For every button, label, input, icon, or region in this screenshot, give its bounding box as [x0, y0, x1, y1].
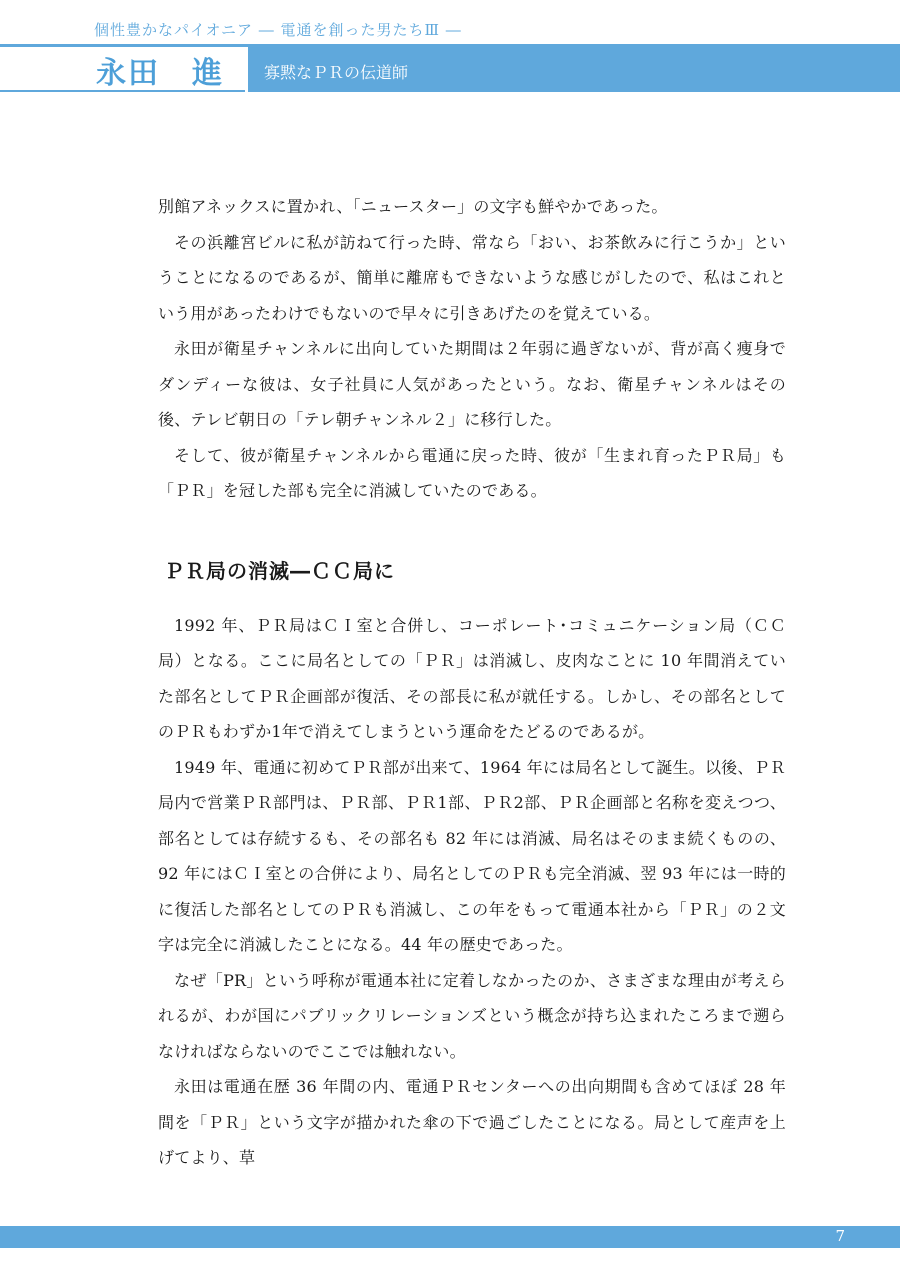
paragraph: なぜ「PR」という呼称が電通本社に定着しなかったのか、さまざまな理由が考えられるが、わが国にパブリックリレーションズという概念が持ち込まれたころまで遡らなければならないのでここでは触れない。 — [158, 970, 786, 1061]
paragraph: その浜離宮ビルに私が訪ねて行った時、常なら「おい、お茶飲みに行こうか」ということになるのであるが、簡単に離席もできないような感じがしたので、私はこれという用があったわけでもないので早々に引きあげたのを覚えている。 — [158, 232, 786, 323]
footer-band — [0, 1226, 900, 1248]
section-heading: ＰＲ局の消滅―ＣＣ局に — [164, 558, 395, 583]
paragraph: 永田は電通在歴 36 年間の内、電通ＰＲセンターへの出向期間も含めてほぼ 28 年間を「ＰＲ」という文字が描かれた傘の下で過ごしたことになる。局として産声を上げてより、草 — [158, 1077, 786, 1167]
paragraph: 1949 年、電通に初めてＰＲ部が出来て、1964 年には局名として誕生。以後、ＰＲ局内で営業ＰＲ部門は、ＰＲ部、ＰＲ1部、ＰＲ2部、ＰＲ企画部と名称を変えつつ、部名としては存続するも、その部名も 82 年には消滅、局名はそのまま続くものの、92 年にはＣＩ室との合併により、局名としてのＰＲも完全消滅、翌 93 年には一時的に復活した部名としてのＰＲも消滅し、この年をもって電通本社から「ＰＲ」の２文字は完全に消滅したことになる。44 年の歴史であった。 — [158, 757, 786, 954]
paragraph: 別館アネックスに置かれ、「ニュースター」の文字も鮮やかであった。 — [158, 197, 668, 216]
paragraph: 永田が衛星チャンネルに出向していた期間は２年弱に過ぎないが、背が高く痩身でダンディーな彼は、女子社員に人気があったという。なお、衛星チャンネルはその後、テレビ朝日の「テレ朝チャンネル２」に移行した。 — [158, 339, 786, 429]
page-number: 7 — [835, 1227, 845, 1245]
article-body — [158, 189, 786, 1176]
article-subtitle: 寡黙なＰＲの伝道師 — [264, 63, 409, 82]
paragraph: 1992 年、ＰＲ局はＣＩ室と合併し、コーポレート･コミュニケーション局（ＣＣ局）となる。ここに局名としての「ＰＲ」は消滅し、皮肉なことに 10 年間消えていた部名としてＰＲ企画部が復活、その部長に私が就任する。しかし、その部名としてのＰＲもわずか1年で消えてしまうという運命をたどるのであるが。 — [158, 615, 786, 741]
header-band — [248, 47, 900, 92]
author-name-box — [0, 47, 245, 92]
paragraph: そして、彼が衛星チャンネルから電通に戻った時、彼が「生まれ育ったＰＲ局」も「ＰＲ」を冠した部も完全に消滅していたのである。 — [158, 445, 786, 500]
series-title: 個性豊かなパイオニア ― 電通を創った男たちⅢ ― — [94, 21, 462, 39]
author-name: 永田 進 — [96, 56, 224, 91]
